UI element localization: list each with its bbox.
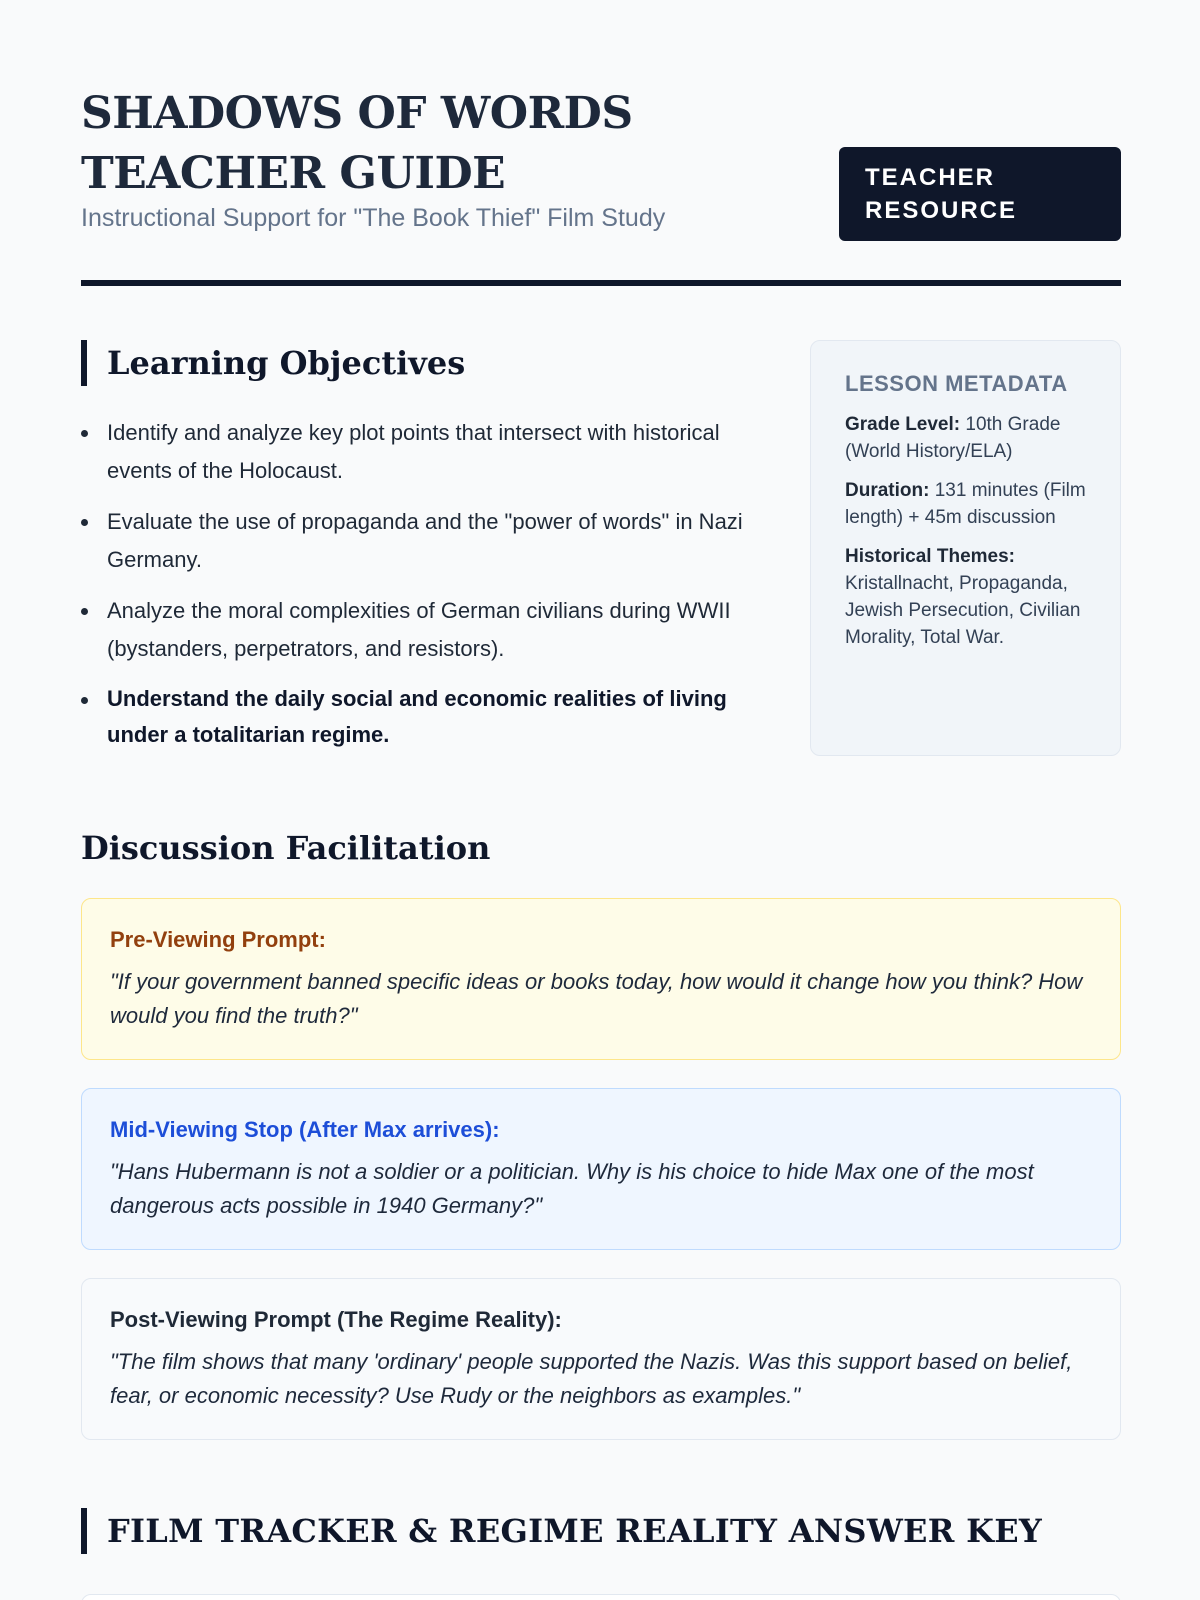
objectives-list (81, 414, 761, 766)
page-title-line-1: SHADOWS OF WORDS (81, 88, 633, 139)
section-accent-bar (81, 1508, 87, 1554)
post-viewing-prompt-card (81, 1278, 1121, 1440)
grade-level-item (845, 411, 1086, 465)
guide-header (81, 84, 1121, 284)
duration-item (845, 477, 1086, 531)
historical-themes-value: Kristallnacht, Propaganda, Jewish Persecution, Civilian Morality, Total War. (845, 573, 1081, 648)
duration-value: 131 minutes (Film length) + 45m discussion (845, 480, 1086, 528)
header-divider (81, 280, 1121, 286)
historical-themes-label: Historical Themes: (845, 546, 1015, 567)
prompt-label: Post-Viewing Prompt (The Regime Reality): (110, 1307, 562, 1332)
page-title-line-2: TEACHER GUIDE (81, 148, 506, 199)
grade-level-label: Grade Level: (845, 414, 961, 435)
discussion-facilitation-heading: Discussion Facilitation (81, 829, 491, 867)
prompt-quote: "The film shows that many 'ordinary' people supported the Nazis. Was this support based on belief, fear, or economic necessity? Use Rudy or the neighbors as examples." (110, 1349, 1073, 1408)
pre-viewing-prompt-card (81, 898, 1121, 1060)
grade-level-value: 10th Grade (World History/ELA) (845, 414, 1061, 462)
prompt-quote: "If your government banned specific ideas or books today, how would it change how you think? How would you find the truth?" (110, 969, 1083, 1028)
objective-item: Analyze the moral complexities of German civilians during WWII (bystanders, perpetrators, and resistors). (81, 592, 761, 668)
objective-item: Evaluate the use of propaganda and the "power of words" in Nazi Germany. (81, 503, 761, 579)
objective-item: Identify and analyze key plot points that intersect with historical events of the Holocaust. (81, 414, 761, 490)
duration-label: Duration: (845, 480, 930, 501)
learning-objectives-heading: Learning Objectives (107, 344, 466, 382)
film-tracker-card (81, 1594, 1121, 1600)
page-subtitle: Instructional Support for "The Book Thief" Film Study (81, 204, 666, 232)
lesson-metadata-card (810, 340, 1121, 756)
film-tracker-heading: FILM TRACKER & REGIME REALITY ANSWER KEY (107, 1512, 1043, 1550)
mid-viewing-prompt-card (81, 1088, 1121, 1250)
prompt-label: Pre-Viewing Prompt: (110, 927, 326, 952)
objective-item: Understand the daily social and economic realities of living under a totalitarian regime. (81, 681, 761, 753)
lesson-metadata-heading: LESSON METADATA (845, 371, 1068, 396)
prompt-label: Mid-Viewing Stop (After Max arrives): (110, 1117, 500, 1142)
teacher-guide-page (81, 0, 1121, 1600)
teacher-resource-badge (839, 147, 1121, 241)
page-title (81, 84, 633, 204)
badge-line-2: RESOURCE (865, 197, 1018, 224)
badge-line-1: TEACHER (865, 164, 996, 191)
prompt-quote: "Hans Hubermann is not a soldier or a politician. Why is his choice to hide Max one of the most dangerous acts possible in 1940 Germany?" (110, 1159, 1034, 1218)
section-accent-bar (81, 340, 87, 386)
historical-themes-item (845, 543, 1086, 651)
